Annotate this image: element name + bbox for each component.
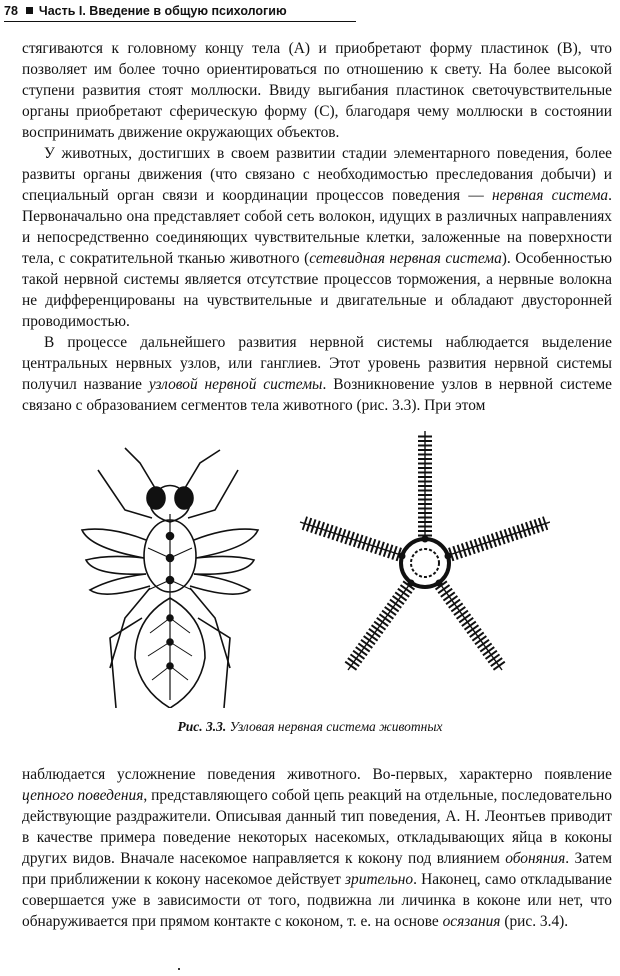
body-text-bottom [22, 764, 612, 932]
term-visually: зрительно [345, 871, 414, 888]
paragraph-2-text-b: . Первоначально она представляет собой сеть волокон, идущих в различных направлениях и непосредственно соединяющих чувствительные клетки, заложенные на поверхности тела, с сократительной тканью животного ( [22, 187, 612, 267]
running-title: Часть I. Введение в общую психологию [38, 4, 287, 18]
scan-speck [178, 968, 180, 970]
term-nodal-nervous-system: узловой нервной системы [148, 376, 323, 393]
paragraph-2-text-c: ). Особенностью такой нервной системы является отсутствие процессов торможения, а нервные волокна не дифференцированы на чувствительные и двигательные и обладают двусторонней проводимостью. [22, 250, 612, 330]
paragraph-3-text-a: В процессе дальнейшего развития нервной системы наблюдается выделение центральных нервных узлов, или ганглиев. Этот уровень развития нервной системы получил название [22, 334, 612, 393]
term-chain-behavior: цепного поведения [22, 787, 144, 804]
figure-illustration [80, 418, 550, 708]
paragraph-4-text-c: . Затем при приближении к кокону насекомое действует [22, 850, 612, 888]
running-header [4, 4, 356, 22]
figure-caption [0, 719, 620, 735]
figure-3-3 [80, 418, 550, 708]
paragraph-4-text-a: наблюдается усложнение поведения животного. Во-первых, характерно появление [22, 766, 612, 783]
term-smell: обоняния [505, 850, 566, 867]
caption-text: Узловая нервная система животных [229, 719, 443, 734]
caption-label: Рис. 3.3. [177, 719, 227, 734]
paragraph-3 [22, 332, 612, 416]
paragraph-2-text-a: У животных, достигших в своем развитии стадии элементарного поведения, более развиты органы движения (что связано с необходимостью преследования добычи) и специальный орган связи и координации процессов поведения — [22, 145, 612, 204]
starfish-illustration [300, 431, 550, 670]
paragraph-4-text-e: (рис. 3.4). [500, 913, 569, 930]
square-bullet-icon [26, 7, 33, 14]
term-net-nervous-system: сетевидная нервная система [309, 250, 502, 267]
term-nervous-system: нервная система [492, 187, 609, 204]
paragraph-1: стягиваются к головному концу тела (А) и приобретают форму пластинок (В), что позволяет им более точно ориентироваться по отношению к свету. На более высокой ступени развития стоят моллюски. Ввиду выгибания пластинок светочувствительные органы приобретают сферическую форму (С), благодаря чему моллюски в состоянии воспринимать движение окружающих объектов. [22, 40, 612, 141]
body-text-top [22, 38, 612, 416]
page-number: 78 [4, 4, 18, 18]
paragraph-4 [22, 764, 612, 932]
paragraph-2 [22, 143, 612, 332]
paragraph-4-text-d: . Наконец, само откладывание совершается уже в зависимости от того, подвижна ли личинка в коконе или нет, что обнаруживается при прямом контакте с коконом, т. е. на основе [22, 871, 612, 930]
term-touch: осязания [442, 913, 501, 930]
paragraph-4-text-b: , представляющего собой цепь реакций на отдельные, последовательно действующие раздражители. Описывая данный тип поведения, А. Н. Леонтьев приводит в качестве примера поведение некоторых насекомых, откладывающих яйца в коконы других видов. Вначале насекомое направляется к кокону под влиянием [22, 787, 612, 867]
insect-illustration [82, 448, 258, 708]
paragraph-3-text-b: . Возникновение узлов в нервной системе связано с образованием сегментов тела животного (рис. 3.3). При этом [22, 376, 612, 414]
